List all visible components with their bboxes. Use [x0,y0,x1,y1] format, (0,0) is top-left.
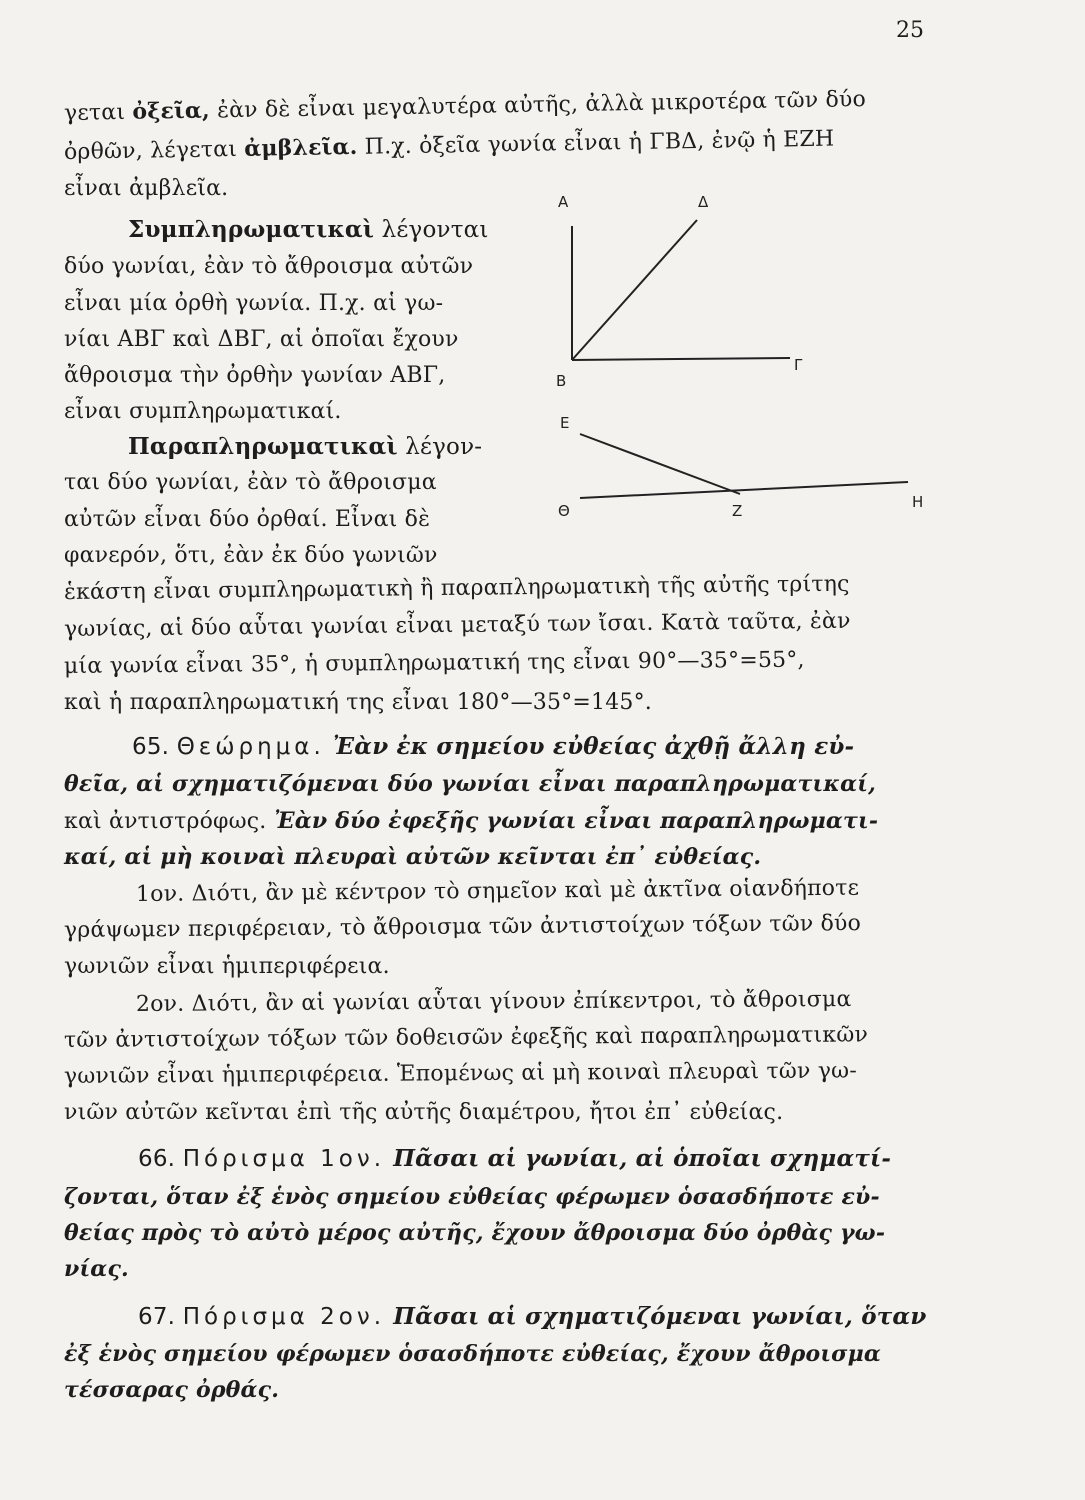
corollary-67-number: 67. [138,1304,176,1330]
label-G: Γ [794,356,803,374]
corollary-66-line-1: 66. Πόρισμα 1ον. Πᾶσαι αἱ γωνίαι, αἱ ὁποῖαι σχηματί- [138,1145,892,1172]
proof-2-line-1: 2ον. Διότι, ἂν αἱ γωνίαι αὗται γίνουν ἐπίκεντροι, τὸ ἄθροισμα [135,987,852,1017]
complementary-line-4: νίαι ΑΒΓ καὶ ΔΒΓ, αἱ ὁποῖαι ἔχουν [64,327,459,352]
corollary-66-label: Πόρισμα 1ον. [182,1146,385,1172]
corollary-66-line-4: νίας. [64,1256,129,1282]
corollary-67-line-1: 67. Πόρισμα 2ον. Πᾶσαι αἱ σχηματιζόμεναι γωνίαι, ὅταν [138,1303,927,1330]
corollary-66-line-2: ζονται, ὅταν ἐξ ἑνὸς σημείου εὐθείας φέρωμεν ὁσασδήποτε εὐ- [64,1184,880,1210]
proof-2-line-2: τῶν ἀντιστοίχων τόξων τῶν δοθεισῶν ἐφεξῆς καὶ παραπληρωματικῶν [63,1022,869,1053]
supplementary-line-6: γωνίας, αἱ δύο αὗται γωνίαι εἶναι μεταξύ των ἴσαι. Κατὰ ταῦτα, ἐὰν [63,608,851,642]
intro-line-3: εἶναι ἀμβλεῖα. [64,176,229,201]
label-Z: Ζ [732,502,743,520]
corollary-67-line-2: ἐξ ἑνὸς σημείου φέρωμεν ὁσασδήποτε εὐθείας, ἔχουν ἄθροισμα [64,1341,882,1367]
label-H: Η [912,493,924,511]
proof-2-line-4: νιῶν αὐτῶν κεῖνται ἐπὶ τῆς αὐτῆς διαμέτρου, ἤτοι ἐπ᾿ εὐθείας. [64,1100,784,1125]
complementary-line-2: δύο γωνίαι, ἐὰν τὸ ἄθροισμα αὐτῶν [64,254,474,279]
corollary-67-line-3: τέσσαρας ὀρθάς. [64,1377,280,1403]
supplementary-line-1: Παραπληρωματικαὶ λέγον- [128,433,483,460]
proof-2-line-3: γωνιῶν εἶναι ἡμιπεριφέρεια. Ἑπομένως αἱ μὴ κοιναὶ πλευραὶ τῶν γω- [63,1058,858,1089]
theorem-65-number: 65. [132,734,170,760]
complementary-line-5: ἄθροισμα τὴν ὀρθὴν γωνίαν ΑΒΓ, [64,363,446,388]
intro-line-2: ὀρθῶν, λέγεται ἀμβλεῖα. Π.χ. ὀξεῖα γωνία εἶναι ἡ ΓΒΔ, ἐνῷ ἡ ΕΖΗ [63,126,835,165]
label-E: Ε [560,414,570,432]
supplementary-line-7: μία γωνία εἶναι 35°, ἡ συμπληρωματική της εἶναι 90°—35°=55°, [63,647,805,679]
proof-1-line-1: 1ον. Διότι, ἂν μὲ κέντρον τὸ σημεῖον καὶ μὲ ἀκτῖνα οἱανδήποτε [135,875,860,907]
theorem-65-line-3: καὶ ἀντιστρόφως. Ἐὰν δύο ἐφεξῆς γωνίαι εἶναι παραπληρωματι- [64,808,879,834]
supplementary-line-5: ἑκάστη εἶναι συμπληρωματικὴ ἢ παραπληρωματικὴ τῆς αὐτῆς τρίτης [63,571,850,605]
complementary-line-3: εἶναι μία ὀρθὴ γωνία. Π.χ. αἱ γω- [64,291,444,316]
ray-BD [572,220,697,360]
supplementary-line-4: φανερόν, ὅτι, ἐὰν ἐκ δύο γωνιῶν [64,543,438,568]
proof-1-line-3: γωνιῶν εἶναι ἡμιπεριφέρεια. [64,954,390,979]
corollary-66-line-3: θείας πρὸς τὸ αὐτὸ μέρος αὐτῆς, ἔχουν ἄθροισμα δύο ὀρθὰς γω- [64,1220,886,1246]
supplementary-line-3: αὐτῶν εἶναι δύο ὀρθαί. Εἶναι δὲ [64,507,431,532]
supplementary-line-8: καὶ ἡ παραπληρωματική της εἶναι 180°—35°=145°. [64,690,652,715]
term-complementary: Συμπληρωματικαὶ [128,216,375,243]
supplementary-line-2: ται δύο γωνίαι, ἐὰν τὸ ἄθροισμα [64,470,437,495]
label-A: Α [558,193,569,211]
page-number: 25 [896,18,924,43]
line-TH-H [580,482,908,498]
term-obtuse: ἀμβλεῖα. [244,133,358,162]
complementary-line-6: εἶναι συμπληρωματικαί. [64,399,342,424]
proof-1-line-2: γράψωμεν περιφέρειαν, τὸ ἄθροισμα τῶν ἀντιστοίχων τόξων τῶν δύο [63,911,862,943]
angle-figure [540,180,960,525]
label-TH: Θ [558,502,570,520]
theorem-65-line-4: καί, αἱ μὴ κοιναὶ πλευραὶ αὐτῶν κεῖνται ἐπ᾿ εὐθείας. [64,844,762,870]
ray-BG [572,358,790,360]
term-supplementary: Παραπληρωματικαὶ [128,433,398,460]
corollary-67-label: Πόρισμα 2ον. [182,1304,385,1330]
theorem-65-line-1: 65. Θεώρημα. Ἐὰν ἐκ σημείου εὐθείας ἀχθῇ ἄλλη εὐ- [132,733,855,760]
ray-ZE [580,434,740,494]
theorem-65-label: Θεώρημα. [176,734,325,760]
label-D: Δ [698,193,709,211]
corollary-66-number: 66. [138,1146,176,1172]
label-B: Β [556,372,567,390]
intro-line-1: γεται ὀξεῖα, ἐὰν δὲ εἶναι μεγαλυτέρα αὐτῆς, ἀλλὰ μικροτέρα τῶν δύο [63,87,867,126]
term-acute: ὀξεῖα, [132,97,211,125]
theorem-65-line-2: θεῖα, αἱ σχηματιζόμεναι δύο γωνίαι εἶναι παραπληρωματικαί, [64,771,876,797]
complementary-line-1: Συμπληρωματικαὶ λέγονται [128,216,489,243]
